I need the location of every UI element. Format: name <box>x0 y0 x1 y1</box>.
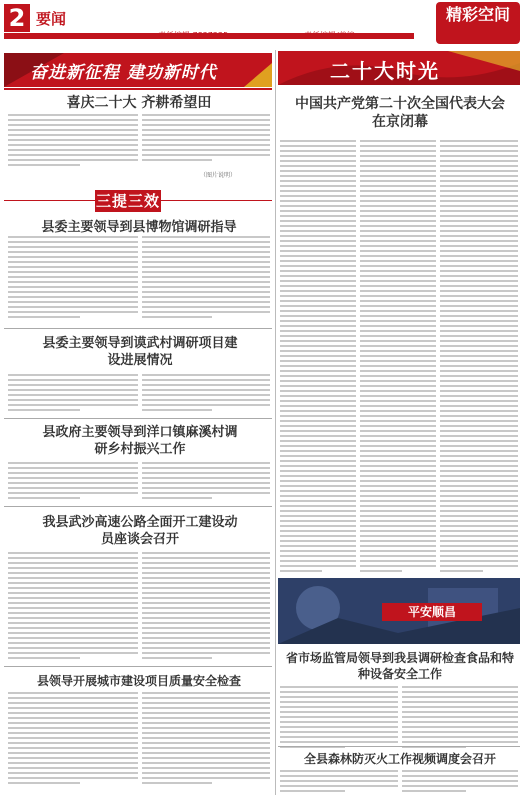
headline-a2: 县委主要领导到县博物馆调研指导 <box>41 220 237 235</box>
headline-r3: 全县森林防灭火工作视频调度会召开 <box>303 752 496 766</box>
section-badge: 平安顺昌 <box>382 603 482 621</box>
photo-caption: （图片说明） <box>200 172 237 179</box>
divider <box>4 666 272 667</box>
headline-r2: 省市场监管局领导到我县调研检查食品和特种设备安全工作 <box>285 651 514 681</box>
page-number: 2 <box>4 4 30 32</box>
body-text <box>142 374 270 414</box>
headline-a3: 县委主要领导到谟武村调研项目建设进展情况 <box>42 336 238 368</box>
headline-a5: 我县武沙高速公路全面开工建设动员座谈会召开 <box>42 515 238 547</box>
right-banner-text: 二十大时光 <box>330 59 440 83</box>
body-text <box>8 114 138 169</box>
divider <box>278 746 520 747</box>
left-banner-text: 奋进新征程 建功新时代 <box>30 63 217 83</box>
divider <box>4 418 272 419</box>
body-text <box>142 692 270 787</box>
body-text <box>8 462 138 502</box>
body-text <box>402 770 518 795</box>
divider <box>4 88 272 90</box>
divider <box>4 328 272 329</box>
body-text <box>440 140 518 575</box>
body-text <box>142 552 270 662</box>
headline-a6: 县领导开展城市建设项目质量安全检查 <box>36 674 241 688</box>
divider <box>4 506 272 507</box>
body-text <box>142 462 270 502</box>
headline-a1: 喜庆二十大 齐耕希望田 <box>66 95 212 111</box>
body-text <box>142 236 270 321</box>
body-text <box>402 686 518 751</box>
section-title: 要闻 <box>36 10 67 28</box>
body-text <box>280 140 356 575</box>
headline-a4: 县政府主要领导到洋口镇麻溪村调研乡村振兴工作 <box>42 425 238 457</box>
body-text <box>8 374 138 414</box>
column-separator <box>275 50 276 795</box>
body-text <box>280 686 398 751</box>
column-tag: 三提三效 <box>95 192 160 210</box>
body-text <box>8 692 138 787</box>
column-logo: 精彩空间 <box>436 2 520 44</box>
header-bar <box>4 33 414 39</box>
body-text <box>8 552 138 662</box>
headline-r1: 中国共产党第二十次全国代表大会在京闭幕 <box>295 96 505 130</box>
body-text <box>8 236 138 321</box>
body-text <box>360 140 436 575</box>
body-text <box>280 770 398 795</box>
body-text <box>142 114 270 164</box>
